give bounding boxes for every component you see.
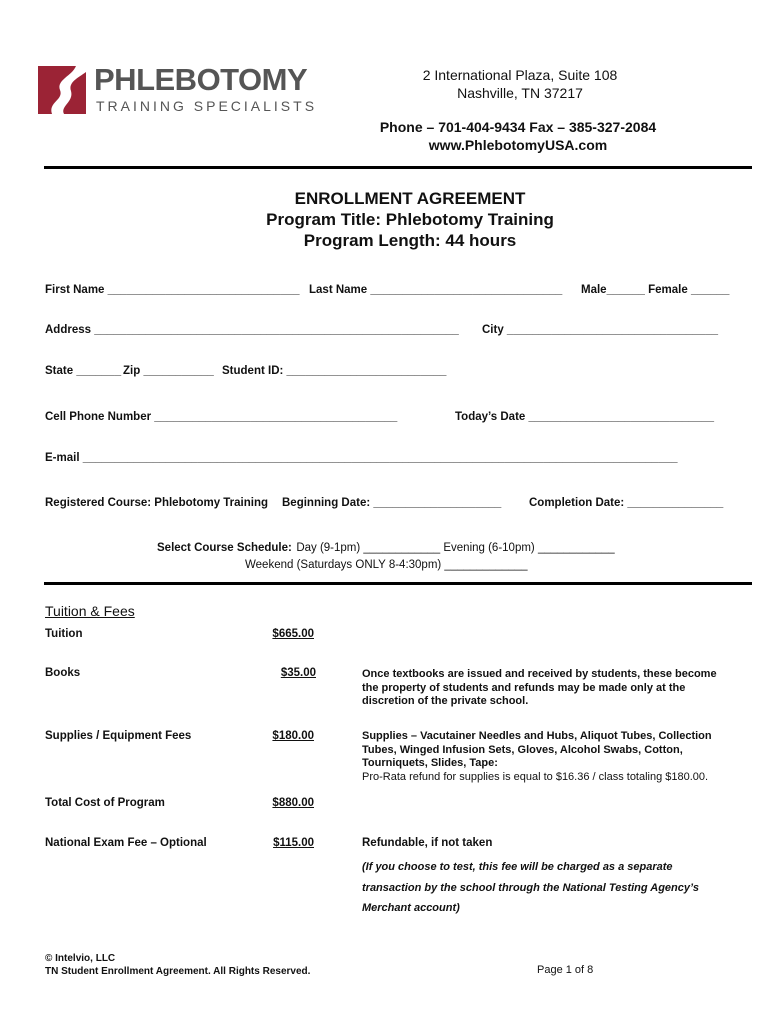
program-length: Program Length: 44 hours [303,231,517,250]
schedule-row [157,538,615,556]
phlebotomy-logo-icon [38,66,86,114]
last-name-field[interactable]: Last Name ______________________________ [309,284,563,296]
schedule-label: Select Course Schedule: [157,542,292,554]
cell-phone-field[interactable]: Cell Phone Number ______________________________________ [45,411,398,423]
beginning-date-field[interactable]: Beginning Date: ____________________ [282,497,502,509]
email-field[interactable]: E-mail _____________________________________________________________________________________________ [45,452,678,464]
program-title: Program Title: Phlebotomy Training [266,210,554,229]
supplies-note: Supplies – Vacutainer Needles and Hubs, Aliquot Tubes, Collection Tubes, Winged Infusion Sets, Gloves, Alcohol Swabs, Cotton, Tourniquets, Slides, Tape: [362,730,712,769]
header-divider [44,166,752,169]
books-amount: $35.00 [280,667,316,679]
student-id-field[interactable]: Student ID: _________________________ [222,365,447,377]
tuition-amount: $665.00 [272,628,314,640]
page-number: Page 1 of 8 [537,964,594,976]
zip-field[interactable]: Zip ___________ [123,365,214,377]
total-cost-label: Total Cost of Program [45,797,165,809]
books-label: Books [45,667,81,679]
registered-course: Registered Course: Phlebotomy Training [45,497,269,509]
address-line-1: 2 International Plaza, Suite 108 [422,67,618,83]
first-name-field[interactable]: First Name ______________________________ [45,284,300,296]
supplies-label: Supplies / Equipment Fees [45,730,192,742]
address-line-2: Nashville, TN 37217 [457,85,583,101]
tuition-label: Tuition [45,628,83,640]
exam-fee-label: National Exam Fee – Optional [45,837,207,849]
gender-field[interactable]: Male______ Female ______ [581,284,730,296]
footer-rights: TN Student Enrollment Agreement. All Rights Reserved. [45,966,311,977]
state-field[interactable]: State _______ [45,365,122,377]
schedule-weekend-option[interactable]: Weekend (Saturdays ONLY 8-4:30pm) _____________ [245,559,528,571]
document-title: ENROLLMENT AGREEMENT [294,189,526,208]
total-cost-amount: $880.00 [272,797,314,809]
exam-fee-italic-note: (If you choose to test, this fee will be charged as a separate transaction by the school through the National Testing Agency’s Merchant account) [362,861,699,914]
city-field[interactable]: City _________________________________ [482,324,718,336]
supplies-refund-note: Pro-Rata refund for supplies is equal to $16.36 / class totaling $180.00. [362,771,709,783]
books-note: Once textbooks are issued and received by students, these become the property of students and refunds may be made only at the discretion of the private school. [362,668,717,707]
exam-fee-amount: $115.00 [273,837,314,849]
logo-subtitle: TRAINING SPECIALISTS [96,98,318,114]
logo-title: PHLEBOTOMY [94,62,308,97]
footer-copyright: © Intelvio, LLC [45,953,116,964]
tuition-heading: Tuition & Fees [45,603,135,619]
website[interactable]: www.PhlebotomyUSA.com [428,137,608,153]
phone-fax-line: Phone – 701-404-9434 Fax – 385-327-2084 [379,119,657,135]
section-divider [44,582,752,585]
schedule-options[interactable]: Day (9-1pm) ____________ Evening (6-10pm) ____________ [296,542,615,554]
exam-fee-note: Refundable, if not taken [362,837,493,849]
supplies-amount: $180.00 [272,730,314,742]
completion-date-field[interactable]: Completion Date: _______________ [529,497,724,509]
address-field[interactable]: Address _________________________________________________________ [45,324,459,336]
todays-date-field[interactable]: Today’s Date _____________________________ [455,411,714,423]
